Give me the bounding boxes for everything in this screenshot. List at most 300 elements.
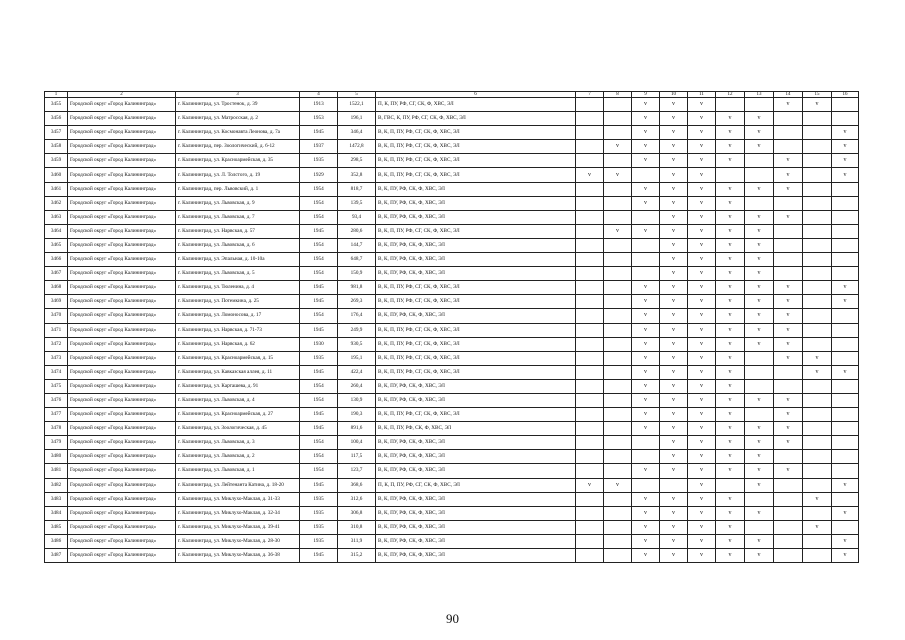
address-cell: г. Калининград, ул. Львовская, д. 1 [176,464,300,478]
work-mark-col-11: v [688,436,716,450]
area-cell: 195,1 [338,351,376,365]
equipment-cell: В, К, ПУ, РФ, СК, Ф, ХВС, ЭЛ [376,436,576,450]
work-mark-col-7 [576,323,604,337]
table-row [45,534,859,548]
work-mark-col-8 [604,112,632,126]
work-mark-col-9 [632,253,660,267]
year-cell: 1935 [300,520,338,534]
work-mark-col-11: v [688,478,716,492]
work-mark-col-11: v [688,450,716,464]
work-mark-col-15 [803,112,832,126]
equipment-cell: В, К, ПУ, РФ, СК, Ф, ХВС, ЭЛ [376,238,576,252]
column-number-1: 1 [45,92,68,98]
work-mark-col-11: v [688,464,716,478]
work-mark-col-8 [604,323,632,337]
year-cell: 1953 [300,112,338,126]
table-row [45,436,859,450]
work-mark-col-10: v [660,210,688,224]
equipment-cell: В, К, П, ПУ, РФ, СГ, СК, Ф, ХВС, ЭЛ [376,140,576,154]
work-mark-col-13 [745,365,774,379]
address-cell: г. Калининград, ул. Красноармейская, д. 15 [176,351,300,365]
work-mark-col-16 [832,464,859,478]
table-row [45,506,859,520]
area-cell: 422,4 [338,365,376,379]
area-cell: 1522,1 [338,98,376,112]
table-row [45,422,859,436]
column-number-12: 12 [716,92,745,98]
district-cell: Городской округ «Город Калининград» [68,253,176,267]
work-mark-col-16 [832,182,859,196]
address-cell: г. Калининград, ул. Матросская, д. 2 [176,112,300,126]
year-cell: 1954 [300,210,338,224]
work-mark-col-14 [774,196,803,210]
work-mark-col-16 [832,422,859,436]
address-cell: г. Калининград, ул. Нарвская, д. 57 [176,224,300,238]
year-cell: 1954 [300,267,338,281]
column-number-14: 14 [774,92,803,98]
work-mark-col-8 [604,337,632,351]
equipment-cell: В, К, ПУ, РФ, СК, Ф, ХВС, ЭЛ [376,506,576,520]
work-mark-col-12: v [716,112,745,126]
equipment-cell: В, К, ПУ, РФ, СК, Ф, ХВС, ЭЛ [376,253,576,267]
area-cell: 249,9 [338,323,376,337]
year-cell: 1913 [300,98,338,112]
row-number: 3462 [45,196,68,210]
district-cell: Городской округ «Город Калининград» [68,98,176,112]
work-mark-col-14: v [774,351,803,365]
work-mark-col-9: v [632,154,660,168]
work-mark-col-10: v [660,365,688,379]
work-mark-col-16 [832,436,859,450]
district-cell: Городской округ «Город Калининград» [68,520,176,534]
row-number: 3479 [45,436,68,450]
work-mark-col-13: v [745,422,774,436]
work-mark-col-11: v [688,393,716,407]
work-mark-col-8: v [604,140,632,154]
work-mark-col-15 [803,182,832,196]
district-cell: Городской округ «Город Калининград» [68,168,176,182]
year-cell: 1935 [300,492,338,506]
work-mark-col-16: v [832,168,859,182]
work-mark-col-15: v [803,98,832,112]
work-mark-col-12: v [716,351,745,365]
work-mark-col-12: v [716,253,745,267]
year-cell: 1954 [300,253,338,267]
work-mark-col-9: v [632,309,660,323]
work-mark-col-15 [803,393,832,407]
address-cell: г. Калининград, ул. Львовская, д. 5 [176,267,300,281]
work-mark-col-14 [774,267,803,281]
work-mark-col-9 [632,238,660,252]
table-row [45,450,859,464]
work-mark-col-16: v [832,154,859,168]
area-cell: 891,6 [338,422,376,436]
address-cell: г. Калининград, ул. Миклухо-Маклая, д. 39-41 [176,520,300,534]
area-cell: 144,7 [338,238,376,252]
work-mark-col-13: v [745,267,774,281]
work-mark-col-13: v [745,436,774,450]
address-cell: г. Калининград, ул. Лейтенанта Катина, д. 18-20 [176,478,300,492]
work-mark-col-9 [632,267,660,281]
work-mark-col-16: v [832,478,859,492]
work-mark-col-13: v [745,140,774,154]
equipment-cell: В, К, П, ПУ, РФ, СГ, СК, Ф, ХВС, ЭЛ [376,168,576,182]
address-cell: г. Калининград, ул. Львовская, д. 3 [176,436,300,450]
work-mark-col-11: v [688,253,716,267]
work-mark-col-14: v [774,182,803,196]
area-cell: 311,9 [338,534,376,548]
work-mark-col-15 [803,436,832,450]
address-cell: г. Калининград, ул. Потемкина, д. 25 [176,295,300,309]
work-mark-col-11: v [688,337,716,351]
column-number-13: 13 [745,92,774,98]
row-number: 3476 [45,393,68,407]
work-mark-col-9: v [632,98,660,112]
equipment-cell: В, К, ПУ, РФ, СК, Ф, ХВС, ЭЛ [376,520,576,534]
district-cell: Городской округ «Город Калининград» [68,393,176,407]
work-mark-col-12 [716,98,745,112]
work-mark-col-9 [632,450,660,464]
row-number: 3480 [45,450,68,464]
row-number: 3467 [45,267,68,281]
address-cell: г. Калининград, ул. Миклухо-Маклая, д. 28-30 [176,534,300,548]
row-number: 3481 [45,464,68,478]
work-mark-col-16 [832,379,859,393]
work-mark-col-15 [803,295,832,309]
district-cell: Городской округ «Город Калининград» [68,126,176,140]
table-body [45,98,859,563]
address-cell: г. Калининград, ул. Нарвская, д. 62 [176,337,300,351]
work-mark-col-9: v [632,464,660,478]
work-mark-col-11: v [688,534,716,548]
work-mark-col-15 [803,478,832,492]
row-number: 3473 [45,351,68,365]
year-cell: 1954 [300,464,338,478]
work-mark-col-7 [576,253,604,267]
work-mark-col-10: v [660,520,688,534]
work-mark-col-13: v [745,549,774,563]
work-mark-col-14 [774,253,803,267]
work-mark-col-10: v [660,238,688,252]
address-cell: г. Калининград, ул. Ломоносова, д. 17 [176,309,300,323]
work-mark-col-12: v [716,436,745,450]
table-row [45,549,859,563]
area-cell: 930,5 [338,337,376,351]
work-mark-col-8 [604,154,632,168]
equipment-cell: В, К, ПУ, РФ, СК, Ф, ХВС, ЭЛ [376,492,576,506]
work-mark-col-15 [803,450,832,464]
work-mark-col-9: v [632,295,660,309]
work-mark-col-10: v [660,379,688,393]
work-mark-col-15 [803,238,832,252]
work-mark-col-9: v [632,196,660,210]
work-mark-col-7 [576,506,604,520]
equipment-cell: В, К, ПУ, РФ, СК, Ф, ХВС, ЭЛ [376,309,576,323]
work-mark-col-10: v [660,295,688,309]
area-cell: 123,7 [338,464,376,478]
table-row [45,224,859,238]
work-mark-col-13: v [745,253,774,267]
work-mark-col-12: v [716,238,745,252]
work-mark-col-15 [803,253,832,267]
equipment-cell: В, К, П, ПУ, РФ, СК, Ф, ХВС, ЭЛ [376,422,576,436]
district-cell: Городской округ «Город Калининград» [68,295,176,309]
row-number: 3463 [45,210,68,224]
work-mark-col-8 [604,436,632,450]
table-row [45,464,859,478]
work-mark-col-7: v [576,478,604,492]
row-number: 3465 [45,238,68,252]
work-mark-col-13: v [745,210,774,224]
work-mark-col-7: v [576,168,604,182]
work-mark-col-7 [576,422,604,436]
work-mark-col-10: v [660,337,688,351]
year-cell: 1954 [300,393,338,407]
column-number-7: 7 [576,92,604,98]
work-mark-col-12: v [716,492,745,506]
year-cell: 1935 [300,534,338,548]
work-mark-col-7 [576,224,604,238]
work-mark-col-9: v [632,492,660,506]
work-mark-col-15: v [803,492,832,506]
area-cell: 130,9 [338,393,376,407]
table-row [45,492,859,506]
row-number: 3482 [45,478,68,492]
work-mark-col-10: v [660,112,688,126]
work-mark-col-16: v [832,365,859,379]
address-cell: г. Калининград, ул. Красноармейская, д. 27 [176,408,300,422]
work-mark-col-10: v [660,506,688,520]
work-mark-col-8 [604,520,632,534]
work-mark-col-14: v [774,281,803,295]
address-cell: г. Калининград, ул. Львовская, д. 6 [176,238,300,252]
year-cell: 1954 [300,196,338,210]
work-mark-col-14: v [774,154,803,168]
work-mark-col-15 [803,281,832,295]
work-mark-col-9: v [632,422,660,436]
area-cell: 117,5 [338,450,376,464]
work-mark-col-9: v [632,182,660,196]
work-mark-col-10: v [660,224,688,238]
work-mark-col-10: v [660,281,688,295]
column-number-5: 5 [338,92,376,98]
row-number: 3468 [45,281,68,295]
row-number: 3466 [45,253,68,267]
table-row [45,182,859,196]
address-cell: г. Калининград, пер. Зоологический, д. 6-12 [176,140,300,154]
table-row [45,393,859,407]
table-row [45,379,859,393]
work-mark-col-7 [576,520,604,534]
row-number: 3484 [45,506,68,520]
work-mark-col-8 [604,351,632,365]
work-mark-col-7 [576,337,604,351]
work-mark-col-11: v [688,422,716,436]
work-mark-col-13: v [745,506,774,520]
row-number: 3477 [45,408,68,422]
work-mark-col-12: v [716,323,745,337]
work-mark-col-10: v [660,436,688,450]
area-cell: 196,1 [338,112,376,126]
address-cell: г. Калининград, ул. Эпальная, д. 10-10а [176,253,300,267]
district-cell: Городской округ «Город Калининград» [68,323,176,337]
district-cell: Городской округ «Город Калининград» [68,182,176,196]
area-cell: 260,4 [338,379,376,393]
work-mark-col-8 [604,98,632,112]
work-mark-col-7 [576,210,604,224]
work-mark-col-11: v [688,154,716,168]
district-cell: Городской округ «Город Калининград» [68,365,176,379]
equipment-cell: В, К, П, ПУ, РФ, СГ, СК, Ф, ХВС, ЭЛ [376,126,576,140]
year-cell: 1930 [300,337,338,351]
work-mark-col-9: v [632,393,660,407]
work-mark-col-16 [832,337,859,351]
work-mark-col-12: v [716,506,745,520]
row-number: 3459 [45,154,68,168]
address-cell: г. Калининград, ул. Львовская, д. 4 [176,393,300,407]
table-row [45,323,859,337]
work-mark-col-11: v [688,492,716,506]
work-mark-col-9: v [632,408,660,422]
work-mark-col-13: v [745,464,774,478]
work-mark-col-12: v [716,224,745,238]
work-mark-col-10: v [660,182,688,196]
work-mark-col-10: v [660,534,688,548]
work-mark-col-14: v [774,295,803,309]
year-cell: 1954 [300,450,338,464]
district-cell: Городской округ «Город Калининград» [68,309,176,323]
work-mark-col-8 [604,450,632,464]
work-mark-col-16: v [832,281,859,295]
district-cell: Городской округ «Город Калининград» [68,267,176,281]
area-cell: 310,8 [338,520,376,534]
work-mark-col-10: v [660,126,688,140]
work-mark-col-14: v [774,98,803,112]
work-mark-col-16 [832,309,859,323]
work-mark-col-9: v [632,224,660,238]
work-mark-col-14 [774,224,803,238]
table-row [45,309,859,323]
work-mark-col-9 [632,478,660,492]
address-cell: г. Калининград, ул. Львовская, д. 9 [176,196,300,210]
work-mark-col-11: v [688,520,716,534]
work-mark-col-15 [803,422,832,436]
district-cell: Городской округ «Город Калининград» [68,238,176,252]
work-mark-col-15 [803,506,832,520]
work-mark-col-16: v [832,506,859,520]
area-cell: 150,9 [338,267,376,281]
equipment-cell: В, ГВС, К, ПУ, РФ, СГ, СК, Ф, ХВС, ЭЛ [376,112,576,126]
column-number-4: 4 [300,92,338,98]
equipment-cell: П, К, ПУ, РФ, СГ, СК, Ф, ХВС, ЭЛ [376,98,576,112]
equipment-cell: В, К, П, ПУ, РФ, СГ, СК, Ф, ХВС, ЭЛ [376,224,576,238]
work-mark-col-15 [803,309,832,323]
column-number-10: 10 [660,92,688,98]
work-mark-col-14 [774,534,803,548]
work-mark-col-14 [774,450,803,464]
address-cell: г. Калининград, ул. Львовская, д. 7 [176,210,300,224]
equipment-cell: В, К, ПУ, РФ, СК, Ф, ХВС, ЭЛ [376,549,576,563]
year-cell: 1945 [300,549,338,563]
work-mark-col-7 [576,196,604,210]
work-mark-col-15 [803,126,832,140]
row-number: 3460 [45,168,68,182]
year-cell: 1945 [300,323,338,337]
column-number-15: 15 [803,92,832,98]
district-cell: Городской округ «Город Калининград» [68,224,176,238]
work-mark-col-15: v [803,351,832,365]
year-cell: 1945 [300,224,338,238]
district-cell: Городской округ «Город Калининград» [68,436,176,450]
work-mark-col-14 [774,506,803,520]
work-mark-col-11: v [688,295,716,309]
work-mark-col-15: v [803,365,832,379]
area-cell: 981,8 [338,281,376,295]
work-mark-col-14: v [774,408,803,422]
equipment-cell: В, К, П, ПУ, РФ, СГ, СК, Ф, ХВС, ЭЛ [376,295,576,309]
table-row [45,365,859,379]
equipment-cell: В, К, ПУ, РФ, СК, Ф, ХВС, ЭЛ [376,464,576,478]
year-cell: 1945 [300,281,338,295]
work-mark-col-8 [604,365,632,379]
work-mark-col-8 [604,126,632,140]
work-mark-col-13 [745,492,774,506]
work-mark-col-9 [632,168,660,182]
work-mark-col-7 [576,154,604,168]
work-mark-col-8 [604,422,632,436]
work-mark-col-15 [803,534,832,548]
year-cell: 1954 [300,238,338,252]
work-mark-col-8 [604,295,632,309]
address-cell: г. Калининград, ул. Л. Толстого, д. 19 [176,168,300,182]
address-cell: г. Калининград, ул. Кавказская аллея, д. 11 [176,365,300,379]
work-mark-col-13: v [745,238,774,252]
work-mark-col-7 [576,295,604,309]
work-mark-col-15: v [803,520,832,534]
table-row [45,196,859,210]
work-mark-col-14: v [774,309,803,323]
work-mark-col-13 [745,520,774,534]
table-row [45,154,859,168]
work-mark-col-14 [774,140,803,154]
work-mark-col-7 [576,281,604,295]
work-mark-col-14: v [774,464,803,478]
year-cell: 1945 [300,408,338,422]
work-mark-col-10: v [660,98,688,112]
work-mark-col-13: v [745,309,774,323]
work-mark-col-14 [774,112,803,126]
work-mark-col-13 [745,168,774,182]
address-cell: г. Калининград, ул. Космонавта Леонова, д. 7а [176,126,300,140]
work-mark-col-7 [576,309,604,323]
work-mark-col-9 [632,210,660,224]
work-mark-col-9: v [632,323,660,337]
equipment-cell: В, К, П, ПУ, РФ, СГ, СК, Ф, ХВС, ЭЛ [376,351,576,365]
work-mark-col-11: v [688,267,716,281]
area-cell: 818,7 [338,182,376,196]
work-mark-col-14 [774,478,803,492]
equipment-cell: В, К, П, ПУ, РФ, СГ, СК, Ф, ХВС, ЭЛ [376,281,576,295]
row-number: 3455 [45,98,68,112]
work-mark-col-8 [604,253,632,267]
area-cell: 312,6 [338,492,376,506]
work-mark-col-12: v [716,126,745,140]
table-row [45,478,859,492]
work-mark-col-7 [576,267,604,281]
row-number: 3470 [45,309,68,323]
work-mark-col-12: v [716,393,745,407]
work-mark-col-13: v [745,534,774,548]
